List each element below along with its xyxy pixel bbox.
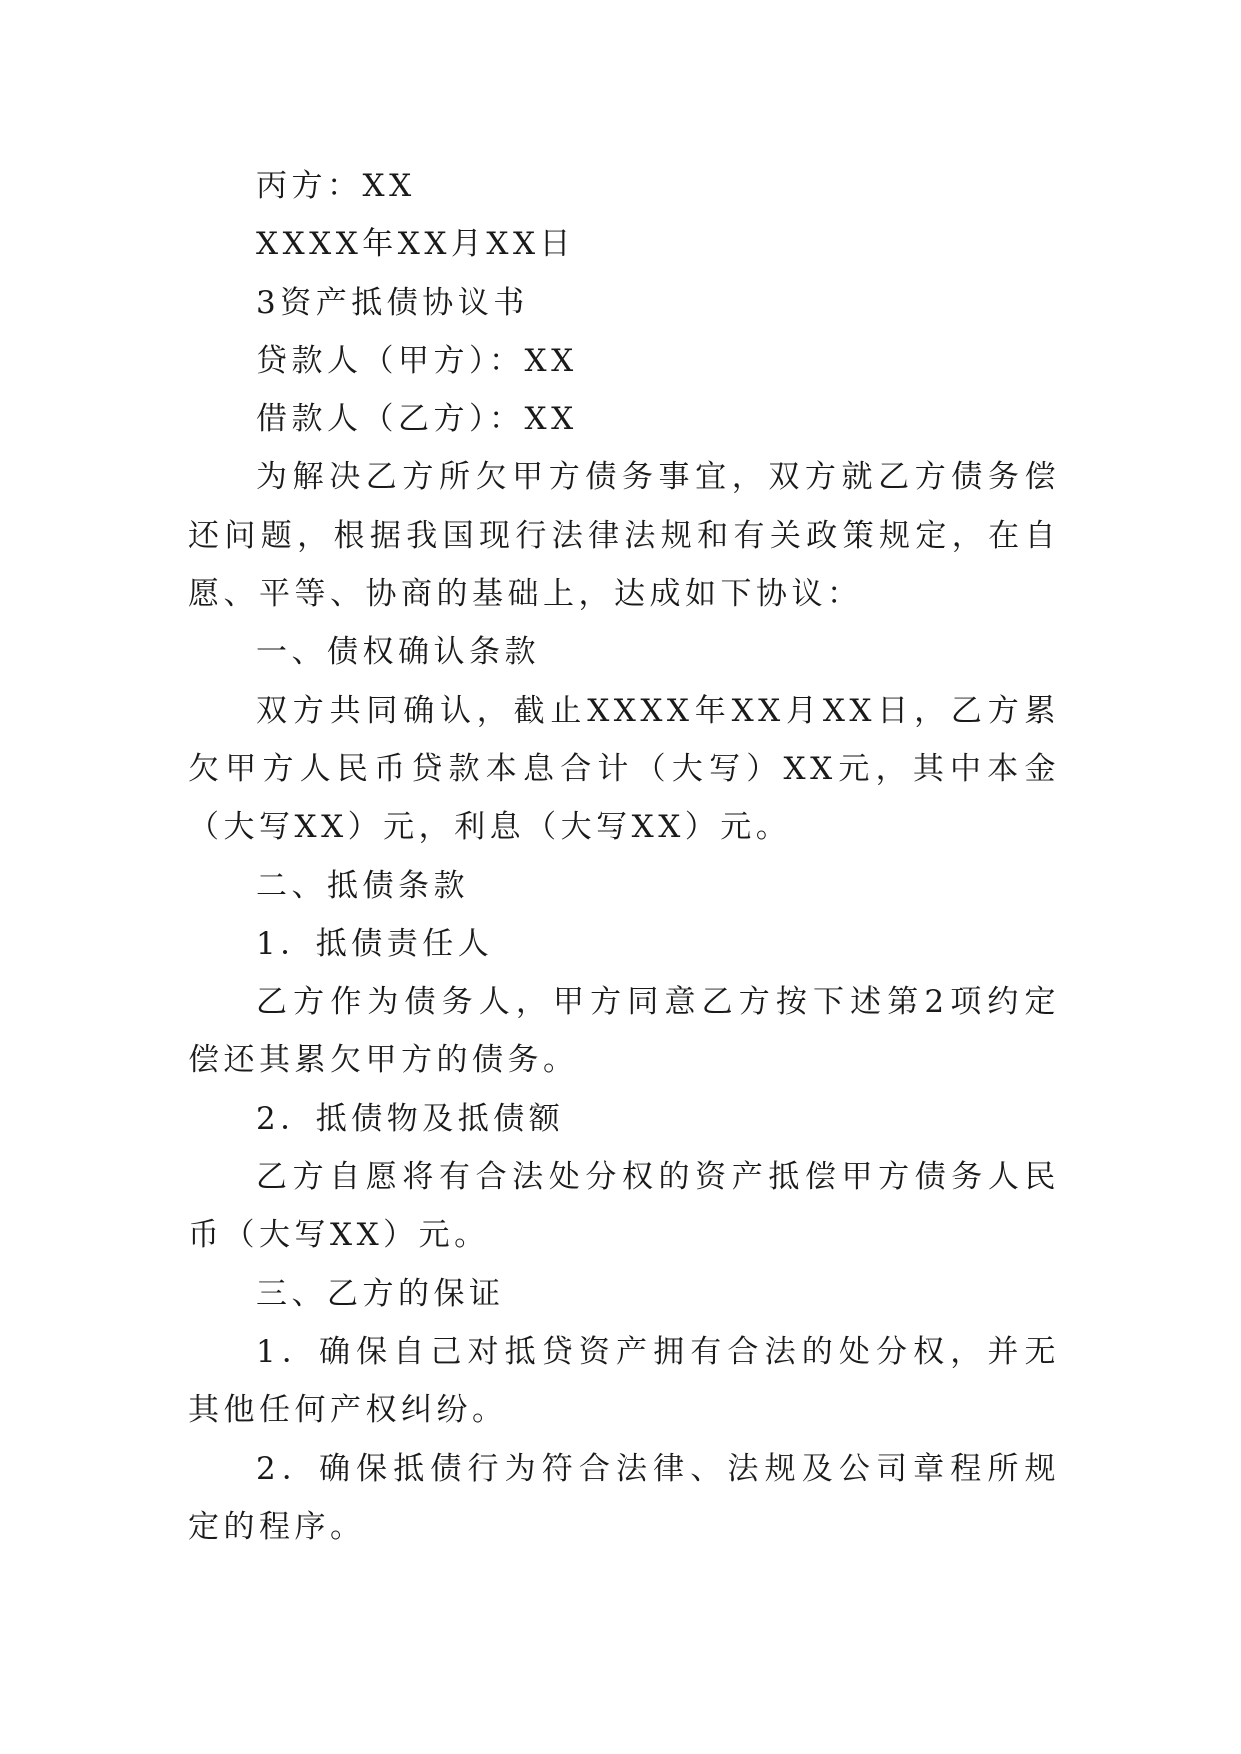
document-body [188,157,1060,1556]
borrower-line: 借款人（乙方）：XX [256,401,578,438]
section-heading-2: 二、抵债条款 [256,867,469,904]
guarantee-item-2: 2．确保抵债行为符合法律、法规及公司章程所规定的程序。 [188,1450,1060,1545]
section-heading-1: 一、债权确认条款 [256,634,540,671]
date-line: XXXX年XX月XX日 [256,226,576,263]
debt-confirmation-paragraph: 双方共同确认，截止XXXX年XX月XX日，乙方累欠甲方人民币贷款本息合计（大写）XX元，其中本金（大写XX）元，利息（大写XX）元。 [188,692,1060,846]
guarantee-item-1: 1．确保自己对抵贷资产拥有合法的处分权，并无其他任何产权纠纷。 [188,1333,1060,1429]
debtor-paragraph: 乙方作为债务人，甲方同意乙方按下述第2项约定偿还其累欠甲方的债务。 [188,984,1060,1079]
section-heading-3: 三、乙方的保证 [256,1275,505,1312]
party-c-line: 丙方：XX [256,168,416,204]
asset-offset-paragraph: 乙方自愿将有合法处分权的资产抵偿甲方债务人民币（大写XX）元。 [188,1159,1060,1254]
agreement-title: 3资产抵债协议书 [256,284,529,321]
subsection-heading-2-2: 2．抵债物及抵债额 [256,1100,565,1137]
preamble-paragraph: 为解决乙方所欠甲方债务事宜，双方就乙方债务偿还问题，根据我国现行法律法规和有关政策规定，在自愿、平等、协商的基础上，达成如下协议： [188,459,1060,613]
lender-line: 贷款人（甲方）：XX [256,342,578,379]
subsection-heading-2-1: 1．抵债责任人 [256,925,494,962]
